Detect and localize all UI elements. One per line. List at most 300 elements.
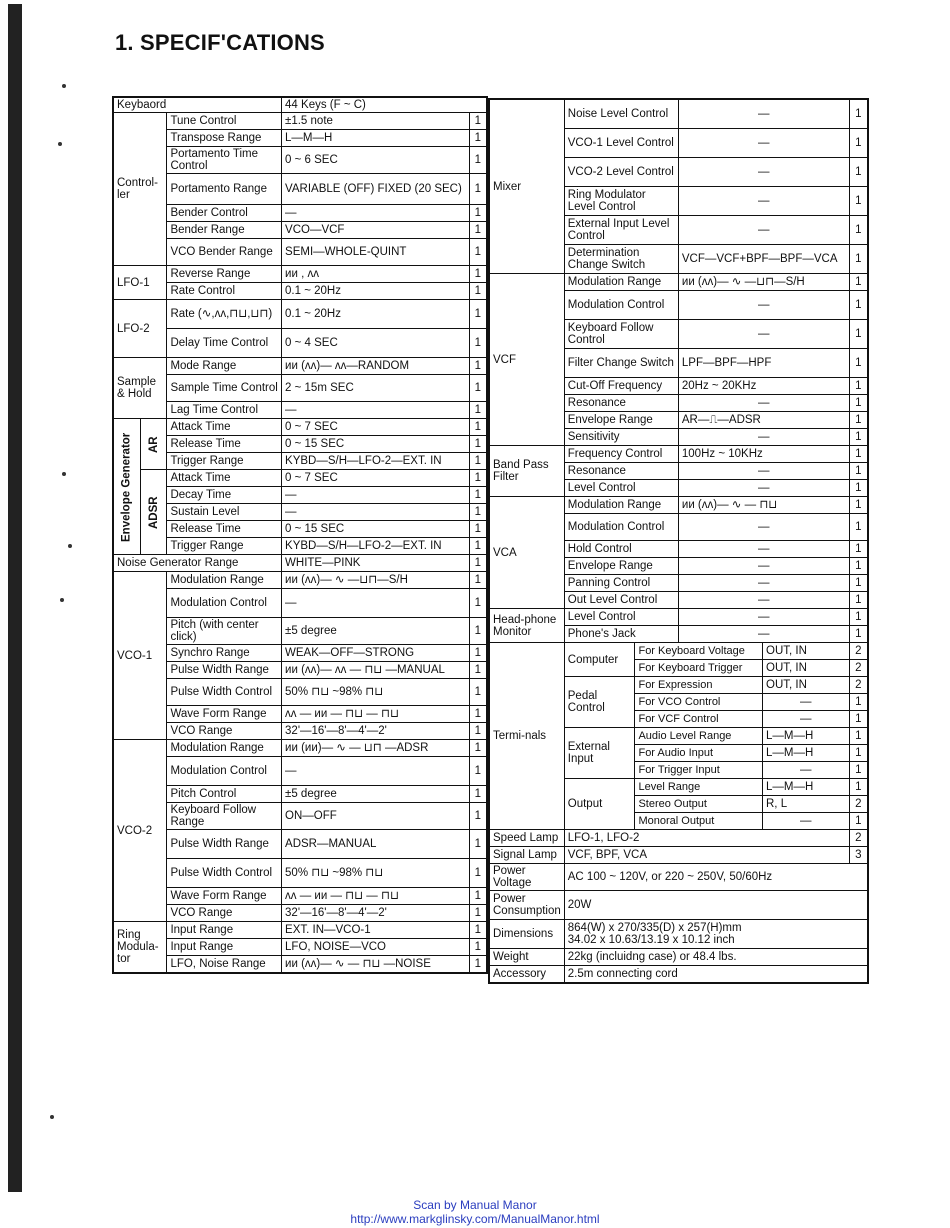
- param-name: Portamento Time Control: [167, 147, 282, 174]
- subgroup-label: Output: [564, 779, 635, 830]
- param-value: —: [763, 711, 850, 728]
- quantity: 1: [469, 618, 487, 645]
- param-value: —: [763, 813, 850, 830]
- quantity: 1: [849, 762, 868, 779]
- param-name: Modulation Control: [167, 589, 282, 618]
- spec-row: [113, 757, 487, 786]
- param-name: VCO Bender Range: [167, 239, 282, 266]
- quantity: 1: [469, 521, 487, 538]
- param-value: —: [282, 504, 470, 521]
- quantity: 1: [469, 358, 487, 375]
- param-value: ᴎᴎ (ᴧᴧ)— ∿ — ⊓⊔: [678, 497, 849, 514]
- group-label: Envelope Generator: [113, 419, 141, 555]
- param-value: 100Hz ~ 10KHz: [678, 446, 849, 463]
- spec-row: [489, 949, 868, 966]
- param-value: ᴎᴎ (ᴎᴎ)— ∿ — ⊔⊓ —ADSR: [282, 740, 470, 757]
- right-spec-table: [488, 98, 869, 984]
- param-value: —: [282, 402, 470, 419]
- row-value: 44 Keys (F ~ C): [282, 97, 487, 113]
- quantity: 2: [849, 830, 868, 847]
- row-label: Power Voltage: [489, 864, 564, 891]
- param-name: Filter Change Switch: [564, 349, 678, 378]
- group-label: Sample & Hold: [113, 358, 167, 419]
- quantity: 1: [469, 283, 487, 300]
- spec-row: [113, 375, 487, 402]
- quantity: 1: [469, 679, 487, 706]
- quantity: 1: [469, 555, 487, 572]
- quantity: 1: [469, 266, 487, 283]
- param-name: Noise Level Control: [564, 99, 678, 129]
- quantity: 1: [469, 939, 487, 956]
- row-label: Noise Generator Range: [113, 555, 282, 572]
- quantity: 3: [849, 847, 868, 864]
- group-label: VCA: [489, 497, 564, 609]
- param-value: —: [678, 609, 849, 626]
- param-name: Ring Modulator Level Control: [564, 187, 678, 216]
- quantity: 1: [469, 239, 487, 266]
- quantity: 1: [849, 558, 868, 575]
- param-value: —: [678, 99, 849, 129]
- param-name: Modulation Range: [167, 740, 282, 757]
- quantity: 1: [849, 813, 868, 830]
- param-name: Level Control: [564, 609, 678, 626]
- group-label: Termi-nals: [489, 643, 564, 830]
- param-name: Attack Time: [167, 470, 282, 487]
- quantity: 1: [469, 859, 487, 888]
- param-name: Release Time: [167, 436, 282, 453]
- left-spec-table: [112, 96, 488, 974]
- param-value: —: [282, 589, 470, 618]
- param-value: ᴧᴧ — ᴎᴎ — ⊓⊔ — ⊓⊔: [282, 888, 470, 905]
- param-name: Pitch Control: [167, 786, 282, 803]
- param-value: 0.1 ~ 20Hz: [282, 283, 470, 300]
- param-value: —: [678, 514, 849, 541]
- param-name: Lag Time Control: [167, 402, 282, 419]
- spec-row: [113, 830, 487, 859]
- param-name: Keyboard Follow Control: [564, 320, 678, 349]
- quantity: 1: [849, 412, 868, 429]
- quantity: 1: [469, 645, 487, 662]
- spec-row: [489, 966, 868, 984]
- spec-row: [113, 538, 487, 555]
- quantity: 1: [849, 497, 868, 514]
- quantity: 1: [469, 205, 487, 222]
- param-name: Release Time: [167, 521, 282, 538]
- spec-row: [113, 97, 487, 113]
- param-value: 32'—16'—8'—4'—2': [282, 905, 470, 922]
- quantity: 2: [849, 677, 868, 694]
- param-name: External Input Level Control: [564, 216, 678, 245]
- param-name: For Keyboard Trigger: [635, 660, 763, 677]
- row-label: Accessory: [489, 966, 564, 984]
- param-name: Pulse Width Range: [167, 830, 282, 859]
- row-label: Signal Lamp: [489, 847, 564, 864]
- param-name: Pulse Width Control: [167, 859, 282, 888]
- quantity: 1: [849, 694, 868, 711]
- group-label: VCO-2: [113, 740, 167, 922]
- quantity: 1: [849, 446, 868, 463]
- param-name: VCO-2 Level Control: [564, 158, 678, 187]
- param-value: ADSR—MANUAL: [282, 830, 470, 859]
- param-name: Rate Control: [167, 283, 282, 300]
- param-name: For Keyboard Voltage: [635, 643, 763, 660]
- quantity: 1: [469, 504, 487, 521]
- footer: [0, 1198, 950, 1226]
- quantity: 1: [849, 429, 868, 446]
- spec-row: [113, 521, 487, 538]
- spec-row: [113, 113, 487, 130]
- param-value: ᴎᴎ (ᴧᴧ)— ∿ — ⊓⊔ —NOISE: [282, 956, 470, 974]
- param-value: —: [678, 320, 849, 349]
- quantity: 1: [469, 786, 487, 803]
- quantity: 1: [849, 745, 868, 762]
- param-value: [564, 966, 868, 984]
- quantity: 1: [849, 609, 868, 626]
- param-value: L—M—H: [763, 779, 850, 796]
- param-name: Input Range: [167, 939, 282, 956]
- param-name: Modulation Control: [167, 757, 282, 786]
- param-value: —: [678, 429, 849, 446]
- spec-row: [113, 905, 487, 922]
- quantity: 1: [849, 187, 868, 216]
- value-line: 864(W) x 270/335(D) x 257(H)mm: [567, 922, 742, 934]
- spec-row: [113, 662, 487, 679]
- quantity: 1: [469, 662, 487, 679]
- param-value: [564, 830, 849, 847]
- scan-speck: [58, 142, 62, 146]
- row-label: Dimensions: [489, 920, 564, 949]
- param-value: —: [678, 291, 849, 320]
- spec-row: [113, 205, 487, 222]
- param-name: Pulse Width Range: [167, 662, 282, 679]
- spec-row: [489, 446, 868, 463]
- param-name: Audio Level Range: [635, 728, 763, 745]
- param-name: Modulation Range: [564, 497, 678, 514]
- group-label: VCF: [489, 274, 564, 446]
- param-name: For Trigger Input: [635, 762, 763, 779]
- quantity: 1: [469, 375, 487, 402]
- param-value: —: [678, 187, 849, 216]
- param-name: Sensitivity: [564, 429, 678, 446]
- quantity: 1: [849, 541, 868, 558]
- spec-row: [489, 497, 868, 514]
- param-name: Bender Range: [167, 222, 282, 239]
- row-label: Speed Lamp: [489, 830, 564, 847]
- spec-row: [489, 643, 868, 660]
- param-name: Synchro Range: [167, 645, 282, 662]
- quantity: 1: [469, 402, 487, 419]
- param-name: Envelope Range: [564, 412, 678, 429]
- param-value: L—M—H: [282, 130, 470, 147]
- quantity: 1: [469, 572, 487, 589]
- quantity: 1: [469, 113, 487, 130]
- quantity: 1: [849, 216, 868, 245]
- param-value: —: [678, 558, 849, 575]
- quantity: 1: [849, 274, 868, 291]
- param-name: Resonance: [564, 463, 678, 480]
- quantity: 1: [849, 378, 868, 395]
- spec-row: [489, 864, 868, 891]
- quantity: 1: [469, 222, 487, 239]
- param-value: [564, 949, 868, 966]
- param-value: WEAK—OFF—STRONG: [282, 645, 470, 662]
- param-name: Decay Time: [167, 487, 282, 504]
- quantity: 1: [849, 728, 868, 745]
- group-label: Head-phone Monitor: [489, 609, 564, 643]
- spec-row: [113, 487, 487, 504]
- param-name: Rate (∿,ᴧᴧ,⊓⊔,⊔⊓): [167, 300, 282, 329]
- param-name: Hold Control: [564, 541, 678, 558]
- param-name: VCO-1 Level Control: [564, 129, 678, 158]
- param-name: Delay Time Control: [167, 329, 282, 358]
- quantity: 1: [469, 538, 487, 555]
- quantity: 1: [469, 740, 487, 757]
- param-value: SEMI—WHOLE-QUINT: [282, 239, 470, 266]
- param-value: OUT, IN: [763, 643, 850, 660]
- param-value: 0 ~ 6 SEC: [282, 147, 470, 174]
- quantity: 1: [849, 158, 868, 187]
- param-value: AR—⎍—ADSR: [678, 412, 849, 429]
- footer-url[interactable]: http://www.markglinsky.com/ManualManor.html: [350, 1212, 600, 1226]
- param-name: Bender Control: [167, 205, 282, 222]
- param-name: VCO Range: [167, 905, 282, 922]
- spec-row: [489, 830, 868, 847]
- param-value: —: [678, 158, 849, 187]
- param-value: R, L: [763, 796, 850, 813]
- param-name: Trigger Range: [167, 453, 282, 470]
- param-value: ±5 degree: [282, 618, 470, 645]
- group-label: Band Pass Filter: [489, 446, 564, 497]
- param-name: Portamento Range: [167, 174, 282, 205]
- param-name: Monoral Output: [635, 813, 763, 830]
- param-value: 0.1 ~ 20Hz: [282, 300, 470, 329]
- subgroup-label: External Input: [564, 728, 635, 779]
- param-value: 0 ~ 7 SEC: [282, 419, 470, 436]
- spec-row: [113, 266, 487, 283]
- spec-row: [113, 555, 487, 572]
- param-name: Transpose Range: [167, 130, 282, 147]
- quantity: 1: [849, 395, 868, 412]
- param-name: Level Control: [564, 480, 678, 497]
- spec-row: [113, 358, 487, 375]
- spec-row: [113, 859, 487, 888]
- param-value: —: [282, 757, 470, 786]
- spec-row: [113, 436, 487, 453]
- param-value: —: [678, 395, 849, 412]
- param-name: VCO Range: [167, 723, 282, 740]
- param-name: Input Range: [167, 922, 282, 939]
- param-value: ᴎᴎ , ᴧᴧ: [282, 266, 470, 283]
- param-value: WHITE—PINK: [282, 555, 470, 572]
- quantity: 1: [849, 291, 868, 320]
- param-value: —: [678, 216, 849, 245]
- scan-speck: [60, 598, 64, 602]
- scan-speck: [50, 1115, 54, 1119]
- param-value: [564, 864, 868, 891]
- param-value: 2 ~ 15m SEC: [282, 375, 470, 402]
- quantity: 2: [849, 796, 868, 813]
- param-name: Wave Form Range: [167, 888, 282, 905]
- spec-row: [113, 419, 487, 436]
- subgroup-label: ADSR: [141, 470, 167, 555]
- param-name: Trigger Range: [167, 538, 282, 555]
- spec-row: [113, 174, 487, 205]
- quantity: 1: [849, 592, 868, 609]
- quantity: 1: [469, 706, 487, 723]
- spec-row: [113, 645, 487, 662]
- param-value: OUT, IN: [763, 677, 850, 694]
- param-name: Phone's Jack: [564, 626, 678, 643]
- spec-row: [113, 300, 487, 329]
- param-name: For VCF Control: [635, 711, 763, 728]
- quantity: 1: [849, 626, 868, 643]
- quantity: 1: [849, 129, 868, 158]
- param-name: Keyboard Follow Range: [167, 803, 282, 830]
- value-line: 22kg (incluidng case) or 48.4 lbs.: [567, 951, 737, 963]
- quantity: 1: [469, 300, 487, 329]
- spec-row: [113, 618, 487, 645]
- spec-row: [113, 283, 487, 300]
- value-line: 20W: [567, 899, 592, 911]
- value-line: VCF, BPF, VCA: [567, 849, 648, 861]
- param-value: EXT. IN—VCO-1: [282, 922, 470, 939]
- quantity: 1: [849, 245, 868, 274]
- param-name: Modulation Range: [564, 274, 678, 291]
- quantity: 1: [849, 480, 868, 497]
- param-name: Modulation Control: [564, 291, 678, 320]
- value-line: 34.02 x 10.63/13.19 x 10.12 inch: [567, 934, 735, 946]
- param-value: 32'—16'—8'—4'—2': [282, 723, 470, 740]
- param-value: ON—OFF: [282, 803, 470, 830]
- param-value: ᴎᴎ (ᴧᴧ)— ᴧᴧ — ⊓⊔ —MANUAL: [282, 662, 470, 679]
- param-name: Panning Control: [564, 575, 678, 592]
- subgroup-label: Pedal Control: [564, 677, 635, 728]
- param-value: —: [282, 487, 470, 504]
- spec-row: [113, 470, 487, 487]
- param-value: ±5 degree: [282, 786, 470, 803]
- param-value: ᴧᴧ — ᴎᴎ — ⊓⊔ — ⊓⊔: [282, 706, 470, 723]
- param-value: —: [763, 694, 850, 711]
- param-name: Modulation Control: [564, 514, 678, 541]
- param-name: For Audio Input: [635, 745, 763, 762]
- group-label: Control-ler: [113, 113, 167, 266]
- param-name: LFO, Noise Range: [167, 956, 282, 974]
- param-value: —: [678, 575, 849, 592]
- scan-binding-edge: [8, 4, 22, 1192]
- quantity: 1: [849, 514, 868, 541]
- spec-row: [113, 572, 487, 589]
- spec-row: [113, 803, 487, 830]
- param-name: Mode Range: [167, 358, 282, 375]
- page-title: 1. SPECIF'CATIONS: [115, 30, 325, 55]
- param-name: Determination Change Switch: [564, 245, 678, 274]
- quantity: 1: [469, 419, 487, 436]
- quantity: 1: [849, 99, 868, 129]
- quantity: 1: [469, 830, 487, 859]
- param-value: ᴎᴎ (ᴧᴧ)— ᴧᴧ—RANDOM: [282, 358, 470, 375]
- group-label: Mixer: [489, 99, 564, 274]
- quantity: 1: [849, 349, 868, 378]
- spec-row: [113, 147, 487, 174]
- param-value: [564, 891, 868, 920]
- group-label: LFO-1: [113, 266, 167, 300]
- quantity: 1: [469, 487, 487, 504]
- quantity: 1: [469, 589, 487, 618]
- spec-row: [113, 329, 487, 358]
- param-value: —: [763, 762, 850, 779]
- param-value: —: [678, 626, 849, 643]
- group-label: LFO-2: [113, 300, 167, 358]
- quantity: 1: [469, 174, 487, 205]
- param-value: L—M—H: [763, 745, 850, 762]
- spec-row: [489, 609, 868, 626]
- param-name: Pitch (with center click): [167, 618, 282, 645]
- spec-row: [113, 222, 487, 239]
- param-value: —: [678, 480, 849, 497]
- param-value: ᴎᴎ (ᴧᴧ)— ∿ —⊔⊓—S/H: [678, 274, 849, 291]
- quantity: 1: [469, 436, 487, 453]
- param-name: Attack Time: [167, 419, 282, 436]
- spec-row: [489, 891, 868, 920]
- value-line: AC 100 ~ 120V, or 220 ~ 250V, 50/60Hz: [567, 871, 773, 883]
- quantity: 1: [849, 711, 868, 728]
- quantity: 2: [849, 660, 868, 677]
- param-value: —: [678, 463, 849, 480]
- spec-row: [113, 402, 487, 419]
- quantity: 1: [469, 803, 487, 830]
- param-name: Sample Time Control: [167, 375, 282, 402]
- param-name: Frequency Control: [564, 446, 678, 463]
- param-name: Out Level Control: [564, 592, 678, 609]
- spec-row: [489, 99, 868, 129]
- spec-row: [113, 589, 487, 618]
- param-value: KYBD—S/H—LFO-2—EXT. IN: [282, 538, 470, 555]
- spec-row: [113, 939, 487, 956]
- param-value: [564, 920, 868, 949]
- param-name: Sustain Level: [167, 504, 282, 521]
- param-value: VCF—VCF+BPF—BPF—VCA: [678, 245, 849, 274]
- param-name: Stereo Output: [635, 796, 763, 813]
- spec-row: [113, 706, 487, 723]
- quantity: 1: [469, 956, 487, 974]
- param-value: LFO, NOISE—VCO: [282, 939, 470, 956]
- scan-speck: [68, 544, 72, 548]
- spec-row: [489, 847, 868, 864]
- param-value: [564, 847, 849, 864]
- param-name: For VCO Control: [635, 694, 763, 711]
- param-name: For Expression: [635, 677, 763, 694]
- quantity: 1: [469, 130, 487, 147]
- subgroup-label: Computer: [564, 643, 635, 677]
- param-value: VARIABLE (OFF) FIXED (20 SEC): [282, 174, 470, 205]
- group-label: VCO-1: [113, 572, 167, 740]
- param-value: KYBD—S/H—LFO-2—EXT. IN: [282, 453, 470, 470]
- group-label: Ring Modula-tor: [113, 922, 167, 974]
- quantity: 2: [849, 643, 868, 660]
- param-value: LPF—BPF—HPF: [678, 349, 849, 378]
- spec-row: [489, 920, 868, 949]
- param-value: —: [678, 541, 849, 558]
- param-name: Reverse Range: [167, 266, 282, 283]
- value-line: LFO-1, LFO-2: [567, 832, 640, 844]
- row-label: Weight: [489, 949, 564, 966]
- spec-row: [113, 922, 487, 939]
- quantity: 1: [469, 905, 487, 922]
- param-name: Pulse Width Control: [167, 679, 282, 706]
- value-line: 2.5m connecting cord: [567, 968, 678, 980]
- param-name: Modulation Range: [167, 572, 282, 589]
- spec-row: [113, 740, 487, 757]
